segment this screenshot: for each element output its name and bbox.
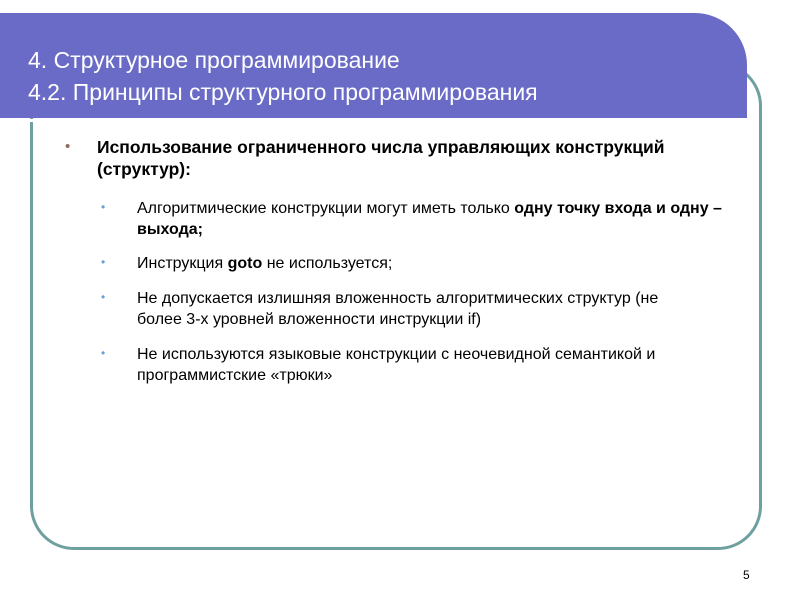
sub-bullet-icon: • — [101, 200, 106, 214]
page-number: 5 — [743, 568, 750, 582]
sub-point-3 — [137, 288, 697, 330]
slide-subtitle: 4.2. Принципы структурного программирования — [28, 79, 538, 105]
sub-point-1 — [137, 198, 757, 240]
sub-point-1-text: Алгоритмические конструкции могут иметь только — [137, 200, 515, 217]
sub-point-4 — [137, 344, 677, 386]
sub-point-2-bold: goto — [227, 255, 263, 272]
sub-point-3-text: Не допускается излишняя вложенность алгоритмических структур (не более 3-х уровней вложенности инструкции if) — [137, 290, 659, 328]
main-bullet-icon: • — [65, 138, 71, 155]
sub-bullet-icon: • — [101, 255, 106, 269]
sub-point-2-text: Инструкция — [137, 255, 228, 272]
main-point: Использование ограниченного числа управляющих конструкций (структур): — [97, 137, 665, 179]
sub-point-2-tail: не используется; — [262, 255, 393, 272]
title-bar — [0, 13, 747, 118]
sub-point-2 — [137, 253, 757, 274]
sub-point-4-text: Не используются языковые конструкции с неочевидной семантикой и программистские «трюки» — [137, 346, 656, 384]
sub-bullet-icon: • — [101, 290, 106, 304]
sub-point-1-bold: одну точку входа и одну – выхода; — [137, 200, 722, 238]
title-underline — [0, 119, 708, 122]
slide-title: 4. Структурное программирование — [28, 47, 400, 73]
sub-bullet-icon: • — [101, 346, 106, 360]
